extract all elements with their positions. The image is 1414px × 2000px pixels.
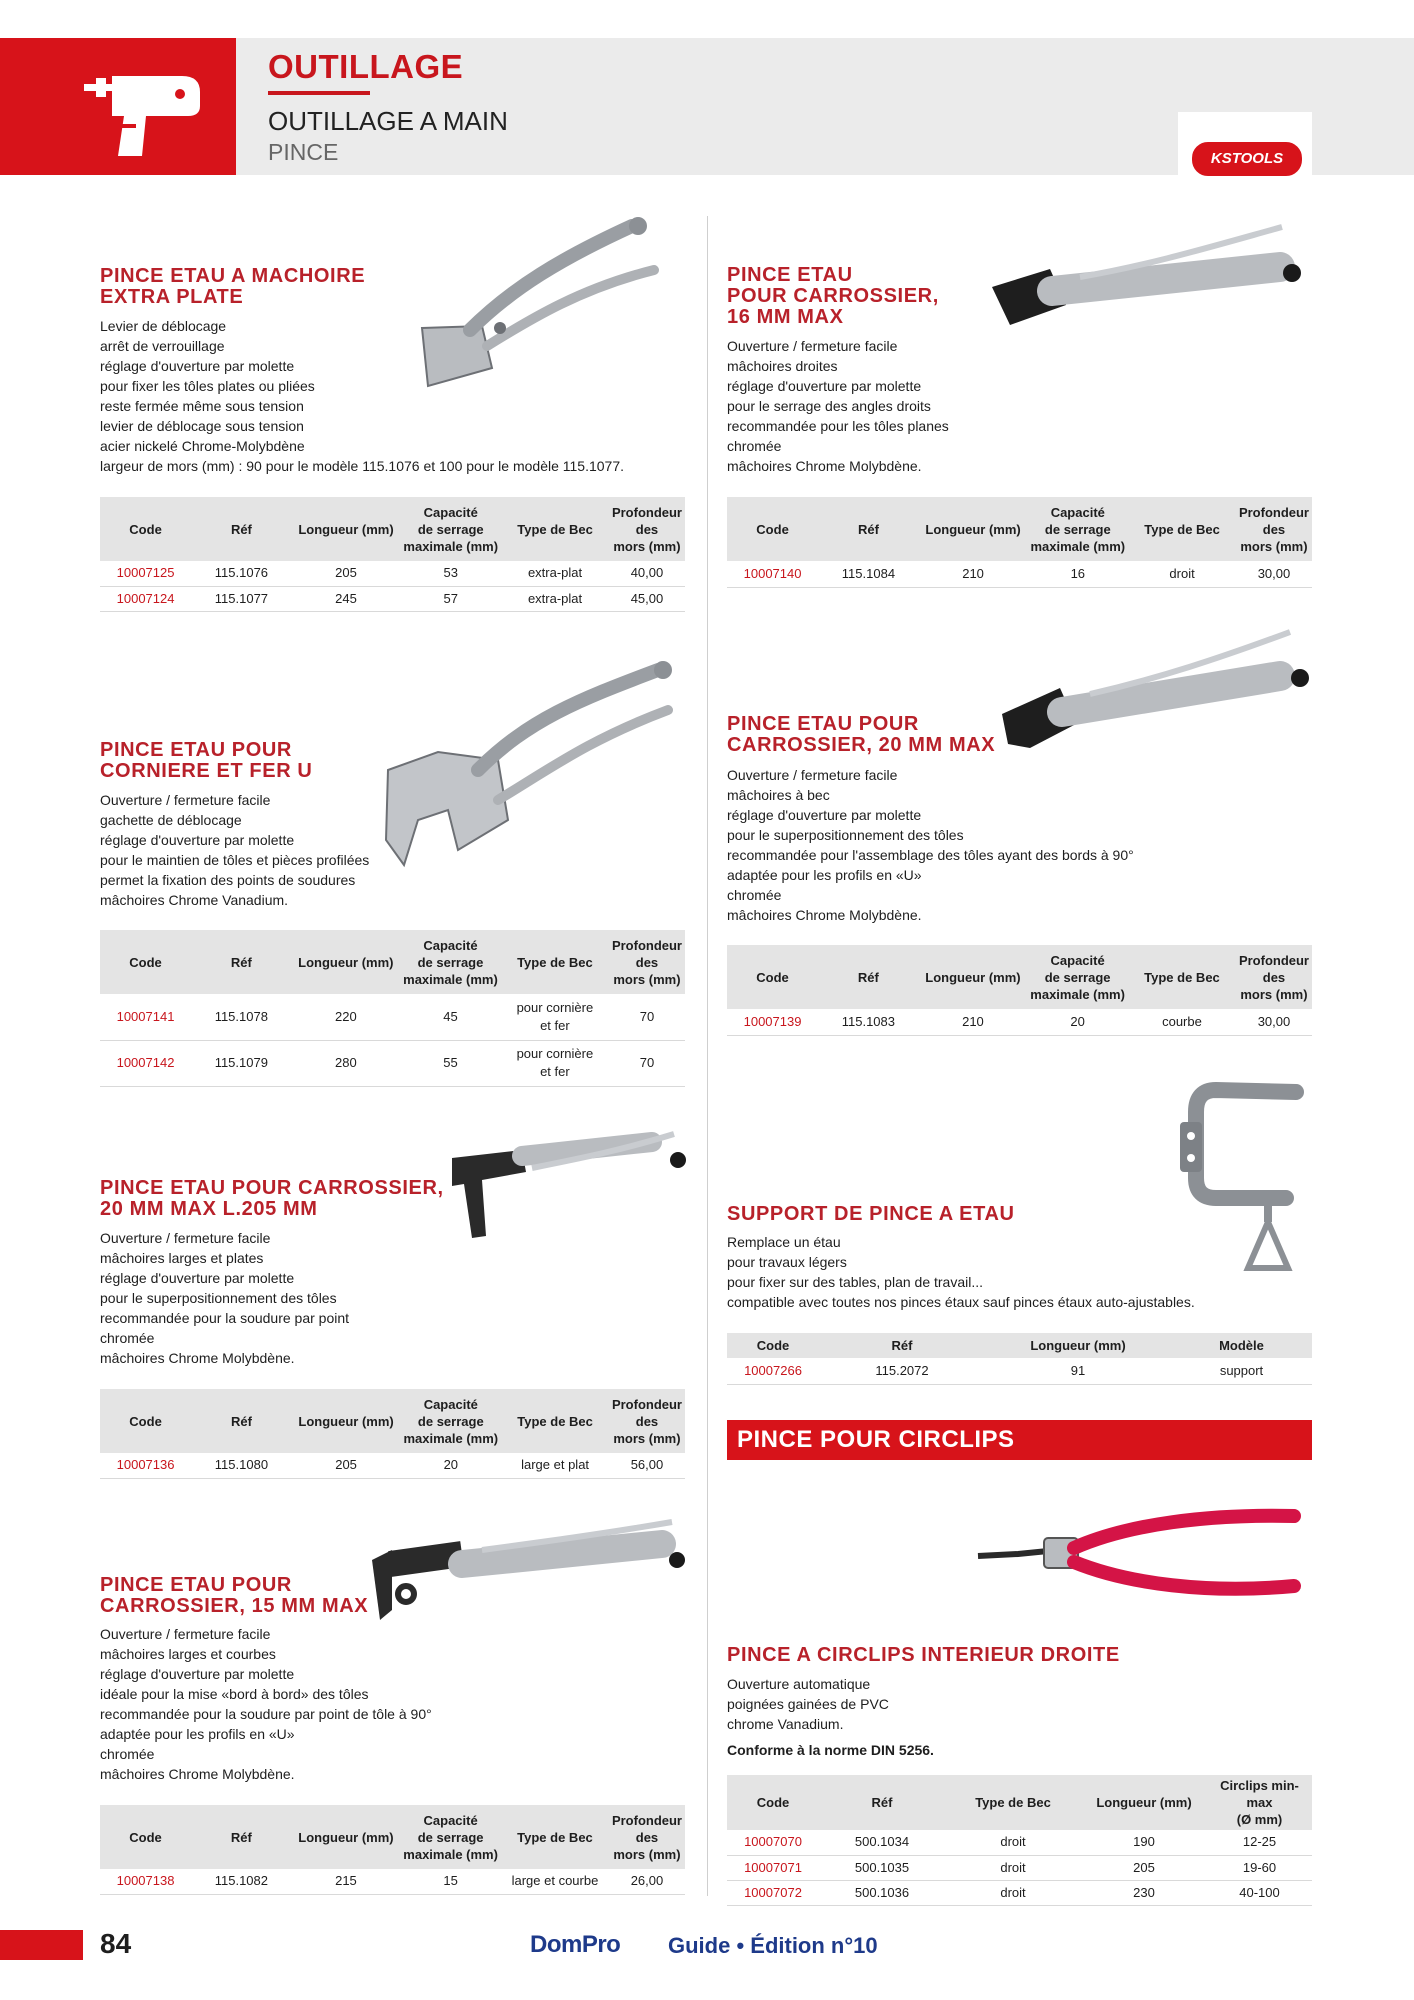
th-ref: Réf <box>191 930 292 994</box>
subcategory-title: OUTILLAGE A MAIN <box>268 106 508 136</box>
spec-table-p5 <box>727 497 1312 588</box>
th-depth: Profondeur des mors (mm) <box>1236 945 1312 1009</box>
th-capacity: Capacité de serrage maximale (mm) <box>400 1389 501 1453</box>
th-code: Code <box>100 1805 191 1869</box>
th-jaw-type: Type de Bec <box>501 1805 609 1869</box>
table-row: 10007139 115.1083 210 20 courbe 30,00 <box>727 1009 1312 1035</box>
brand-logo: KSTOOLS <box>1192 142 1302 176</box>
product-description: Ouverture / fermeture facile mâchoires larges et courbes réglage d'ouverture par molette idéale pour la mise «bord à bord» des tôles recommandée pour la soudure par point de tôle à 90° adaptée pour les profils en «U» chromée mâchoires Chrome Molybdène. <box>100 1626 432 1782</box>
category-title: OUTILLAGE <box>268 48 464 85</box>
table-row: 10007124 115.1077 245 57 extra-plat 45,00 <box>100 586 685 611</box>
th-depth: Profondeur des mors (mm) <box>609 1389 685 1453</box>
th-depth: Profondeur des mors (mm) <box>609 1805 685 1869</box>
page-number: 84 <box>100 1928 132 1959</box>
table-row: 10007072 500.1036 droit 230 40-100 <box>727 1880 1312 1905</box>
th-capacity: Capacité de serrage maximale (mm) <box>1027 497 1128 561</box>
product-title: PINCE A CIRCLIPS INTERIEUR DROITE <box>727 1644 1120 1666</box>
product-title: PINCE ETAU A MACHOIRE EXTRA PLATE <box>100 265 366 308</box>
clamp-support-image <box>1176 1082 1306 1278</box>
th-depth: Profondeur des mors (mm) <box>1236 497 1312 561</box>
th-jaw-type: Type de Bec <box>501 930 609 994</box>
th-jaw-type: Type de Bec <box>501 1389 609 1453</box>
product-description: Remplace un étau pour travaux légers pour fixer sur des tables, plan de travail... compatible avec toutes nos pinces étaux sauf pinces étaux auto-ajustables. <box>727 1234 1195 1310</box>
spec-table-p8 <box>727 1775 1312 1906</box>
product-description: Ouverture automatique poignées gainées de PVC chrome Vanadium. Conforme à la norme DIN 5256. <box>727 1676 934 1758</box>
th-capacity: Capacité de serrage maximale (mm) <box>400 930 501 994</box>
table-row: 10007142 115.1079 280 55 pour cornière et fer 70 <box>100 1040 685 1086</box>
th-code: Code <box>727 497 818 561</box>
table-row: 10007141 115.1078 220 45 pour cornière et fer 70 <box>100 994 685 1040</box>
th-length: Longueur (mm) <box>292 930 401 994</box>
vise-grip-extra-flat-image <box>392 218 667 408</box>
th-length: Longueur (mm) <box>292 1389 401 1453</box>
th-code: Code <box>727 1775 819 1830</box>
product-description: Ouverture / fermeture facile mâchoires larges et plates réglage d'ouverture par molette pour le superpositionnement des tôles recommandée pour la soudure par point chromée mâchoires Chrome Molybdène. <box>100 1230 350 1366</box>
footer-red-bar <box>0 1930 83 1960</box>
product-title: PINCE ETAU POUR CARROSSIER, 16 MM MAX <box>727 264 939 328</box>
th-ref: Réf <box>191 1805 292 1869</box>
section-title: PINCE <box>268 139 339 165</box>
th-code: Code <box>727 945 818 1009</box>
product-description: Ouverture / fermeture facile mâchoires à bec réglage d'ouverture par molette pour le superpositionnement des tôles recommandée pour l'assemblage des tôles ayant des bords à 90° adaptée pour les profils en «U» chromée mâchoires Chrome Molybdène. <box>727 767 1134 923</box>
table-row: 10007136 115.1080 205 20 large et plat 56,00 <box>100 1453 685 1478</box>
th-length: Longueur (mm) <box>1081 1775 1207 1830</box>
th-length: Longueur (mm) <box>292 1805 401 1869</box>
vise-grip-body-15mm-image <box>372 1520 688 1640</box>
vise-grip-beak-20mm-image <box>1000 628 1312 758</box>
vise-grip-body-20mm-image <box>452 1128 687 1238</box>
product-title: SUPPORT DE PINCE A ETAU <box>727 1203 1015 1225</box>
th-depth: Profondeur des mors (mm) <box>609 930 685 994</box>
th-code: Code <box>727 1333 819 1358</box>
th-jaw-type: Type de Bec <box>1128 945 1236 1009</box>
th-length: Longueur (mm) <box>985 1333 1171 1358</box>
th-length: Longueur (mm) <box>919 945 1028 1009</box>
table-row: 10007070 500.1034 droit 190 12-25 <box>727 1830 1312 1855</box>
vise-grip-angle-iron-image <box>378 660 678 880</box>
th-ref: Réf <box>191 1389 292 1453</box>
th-length: Longueur (mm) <box>919 497 1028 561</box>
th-circlips: Circlips min-max (Ø mm) <box>1207 1775 1312 1830</box>
th-jaw-type: Type de Bec <box>945 1775 1081 1830</box>
th-ref: Réf <box>818 497 919 561</box>
table-row: 10007071 500.1035 droit 205 19-60 <box>727 1855 1312 1880</box>
th-jaw-type: Type de Bec <box>501 497 609 561</box>
guide-edition: Guide • Édition n°10 <box>668 1933 878 1958</box>
vise-grip-body-16mm-image <box>990 225 1302 335</box>
spec-table-p3 <box>100 1389 685 1479</box>
th-code: Code <box>100 497 191 561</box>
th-ref: Réf <box>819 1775 945 1830</box>
th-jaw-type: Type de Bec <box>1128 497 1236 561</box>
product-title: PINCE ETAU POUR CORNIERE ET FER U <box>100 739 313 782</box>
circlip-pliers-image <box>978 1504 1304 1624</box>
dompro-logo: DomPro <box>530 1931 621 1958</box>
table-row: 10007138 115.1082 215 15 large et courbe 26,00 <box>100 1869 685 1894</box>
drill-icon <box>84 62 214 156</box>
table-row: 10007125 115.1076 205 53 extra-plat 40,00 <box>100 561 685 586</box>
th-code: Code <box>100 1389 191 1453</box>
product-title: PINCE ETAU POUR CARROSSIER, 15 MM MAX <box>100 1574 369 1617</box>
column-divider <box>707 216 708 1896</box>
th-capacity: Capacité de serrage maximale (mm) <box>400 497 501 561</box>
th-model: Modèle <box>1171 1333 1312 1358</box>
spec-table-p6 <box>727 945 1312 1036</box>
spec-table-p4 <box>100 1805 685 1895</box>
product-description: Levier de déblocage arrêt de verrouillage réglage d'ouverture par molette pour fixer les tôles plates ou pliées reste fermée même sous tension levier de déblocage sous tension acier nickelé Chrome-Molybdène largeur de mors (mm) : 90 pour le modèle 115.1076 et 100 pour le modèle 115.1077. <box>100 318 625 474</box>
th-depth: Profondeur des mors (mm) <box>609 497 685 561</box>
title-underline <box>268 91 370 95</box>
th-ref: Réf <box>818 945 919 1009</box>
spec-table-p1 <box>100 497 685 612</box>
th-capacity: Capacité de serrage maximale (mm) <box>400 1805 501 1869</box>
product-description: Ouverture / fermeture facile gachette de déblocage réglage d'ouverture par molette pour le maintien de tôles et pièces profilées permet la fixation des points de soudures mâchoires Chrome Vanadium. <box>100 792 370 908</box>
table-row: 10007140 115.1084 210 16 droit 30,00 <box>727 561 1312 587</box>
section-ribbon: PINCE POUR CIRCLIPS <box>727 1420 1312 1460</box>
product-title: PINCE ETAU POUR CARROSSIER, 20 MM MAX L.205 MM <box>100 1177 444 1220</box>
product-description: Ouverture / fermeture facile mâchoires droites réglage d'ouverture par molette pour le serrage des angles droits recommandée pour les tôles planes chromée mâchoires Chrome Molybdène. <box>727 338 949 474</box>
spec-table-p2 <box>100 930 685 1087</box>
spec-table-p7 <box>727 1333 1312 1385</box>
th-capacity: Capacité de serrage maximale (mm) <box>1027 945 1128 1009</box>
th-code: Code <box>100 930 191 994</box>
product-title: PINCE ETAU POUR CARROSSIER, 20 MM MAX <box>727 713 996 756</box>
th-length: Longueur (mm) <box>292 497 401 561</box>
th-ref: Réf <box>191 497 292 561</box>
table-row: 10007266 115.2072 91 support <box>727 1358 1312 1384</box>
th-ref: Réf <box>819 1333 985 1358</box>
